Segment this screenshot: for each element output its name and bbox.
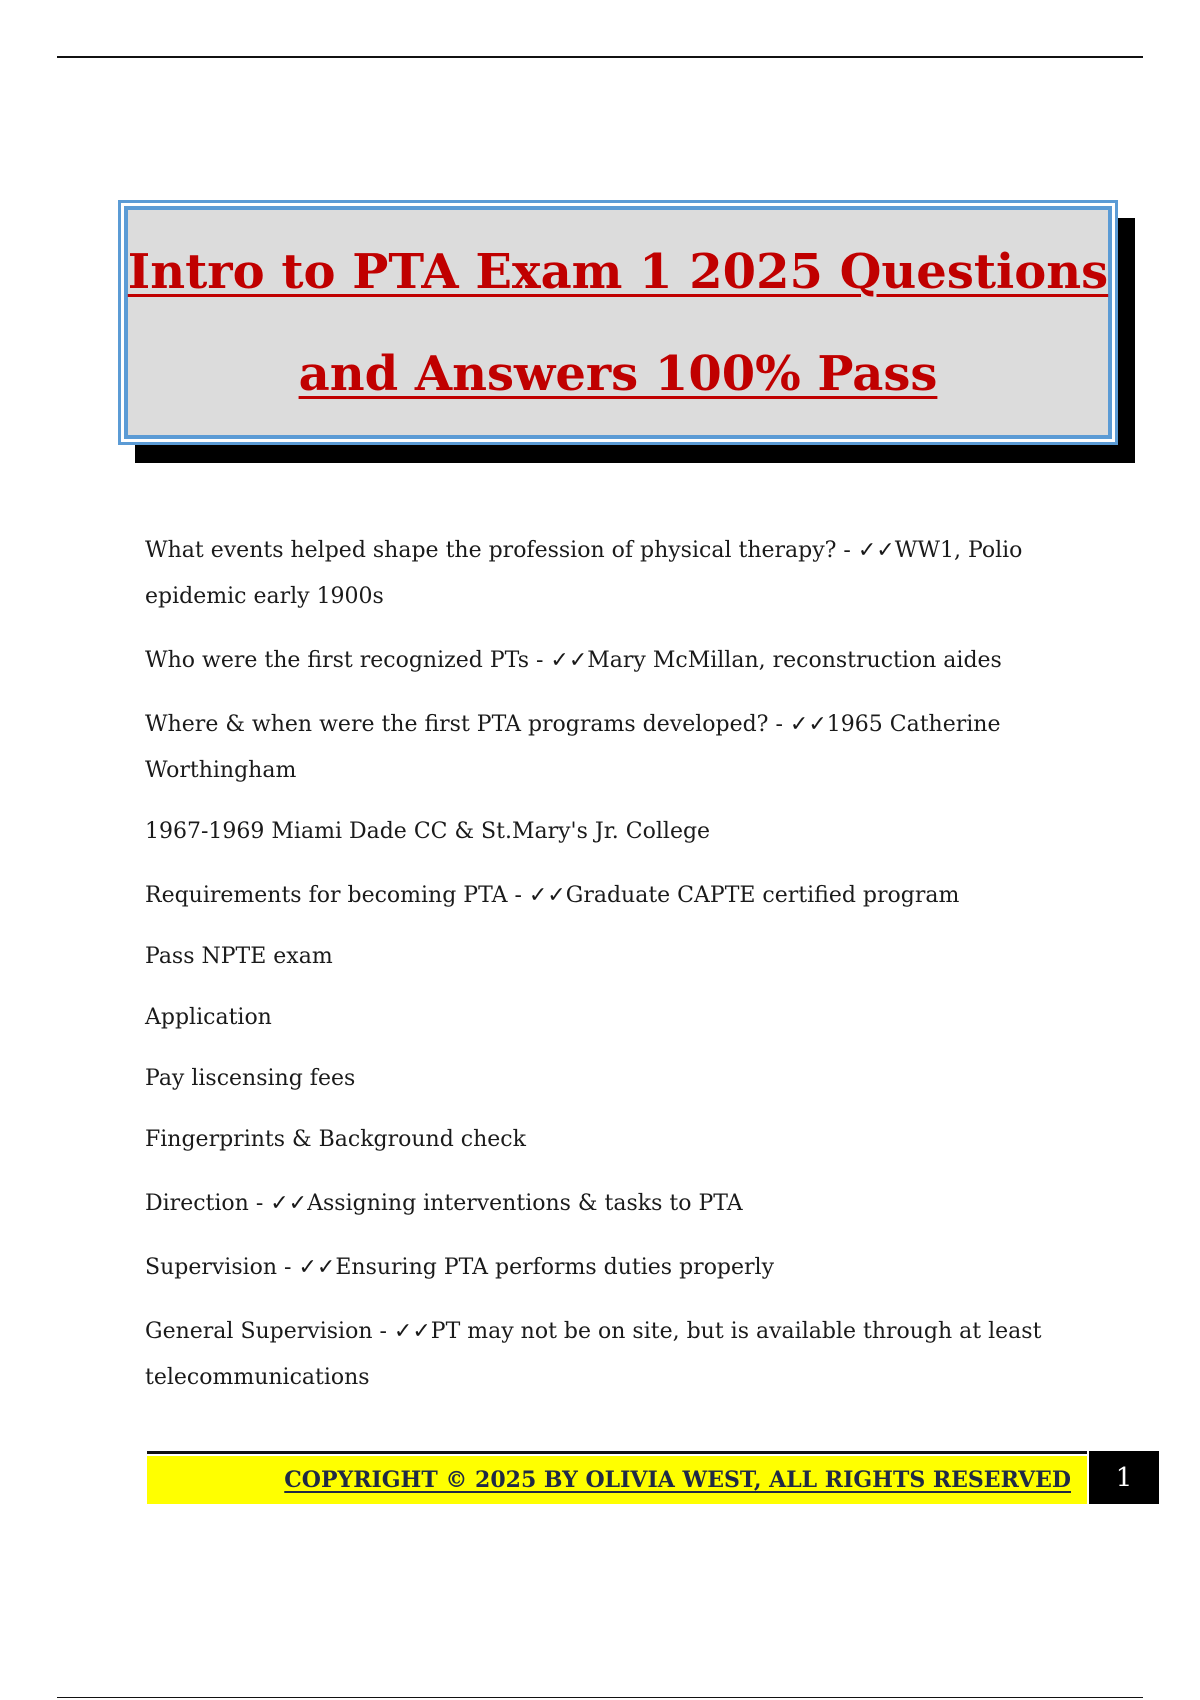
qa-item-supervision: Supervision - ✓✓Ensuring PTA performs duties properly [145, 1255, 775, 1280]
footer-rule [147, 1451, 1087, 1454]
title-box [118, 200, 1118, 445]
qa-item-fingerprints: Fingerprints & Background check [145, 1127, 526, 1152]
title-line-1: Intro to PTA Exam 1 2025 Questions [127, 243, 1109, 300]
qa-item-first-pts: Who were the first recognized PTs - ✓✓Mary McMillan, reconstruction aides [145, 648, 1002, 673]
qa-item-colleges: 1967-1969 Miami Dade CC & St.Mary's Jr. College [145, 819, 711, 844]
copyright-notice: COPYRIGHT © 2025 BY OLIVIA WEST, ALL RIGHTS RESERVED [284, 1467, 1071, 1493]
page-number: 1 [1089, 1451, 1159, 1504]
footer-bar [147, 1456, 1087, 1504]
qa-list [145, 528, 1045, 1419]
qa-item-fees: Pay liscensing fees [145, 1066, 356, 1091]
qa-item-history: What events helped shape the profession of physical therapy? - ✓✓WW1, Polio epidemic early 1900s [145, 538, 1023, 609]
bottom-rule [57, 1697, 1143, 1698]
title-line-2: and Answers 100% Pass [298, 345, 938, 402]
qa-item-general-supervision: General Supervision - ✓✓PT may not be on site, but is available through at least telecommunications [145, 1319, 1042, 1390]
qa-item-npte: Pass NPTE exam [145, 944, 333, 969]
qa-item-application: Application [145, 1005, 272, 1030]
top-rule [57, 56, 1143, 58]
qa-item-first-programs: Where & when were the first PTA programs developed? - ✓✓1965 Catherine Worthingham [145, 712, 1001, 783]
qa-item-requirements: Requirements for becoming PTA - ✓✓Graduate CAPTE certified program [145, 883, 960, 908]
qa-item-direction: Direction - ✓✓Assigning interventions & tasks to PTA [145, 1191, 743, 1216]
